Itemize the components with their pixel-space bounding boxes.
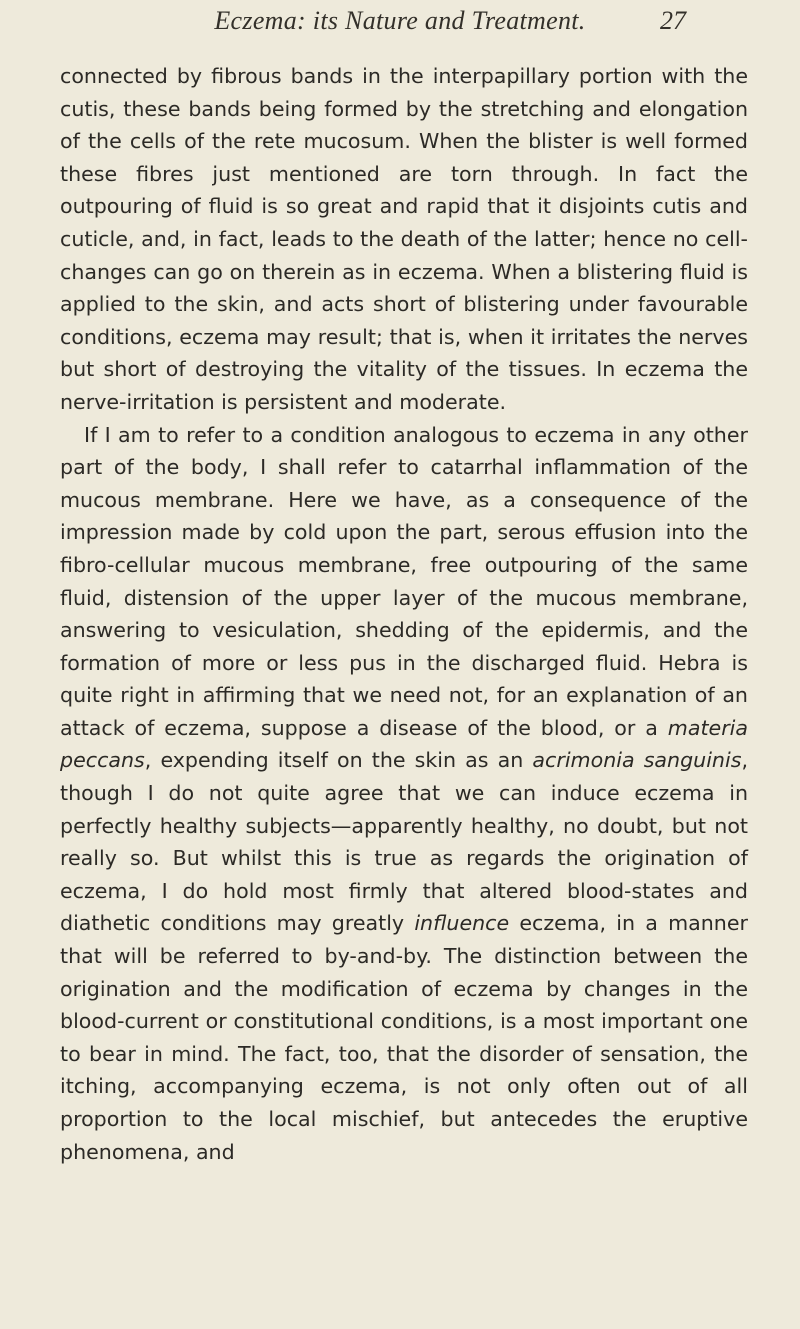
paragraph-2-text: , expending itself on the skin as an (144, 748, 533, 773)
paragraph-2-text: eczema, in a manner that will be referred to by-and-by. The distinction between the origination and the modification of eczema by changes in the blood-current or constitutional conditions, is a most important one to bear in mind. The fact, too, that the disorder of sensation, the itching, accompanying eczema, is not only often out of all proportion to the local mischief, but antecedes the eruptive phenomena, and (60, 911, 748, 1164)
paragraph-2-text: , though I do not quite agree that we can induce eczema in perfectly healthy subjects—apparently healthy, no doubt, but not really so. But whilst this is true as regards the origination of eczema, I do hold most firmly that altered blood-states and diathetic conditions may greatly (60, 748, 748, 936)
page-header (0, 6, 800, 50)
paragraph-2 (60, 419, 748, 1169)
paragraph-1: connected by fibrous bands in the interpapillary portion with the cutis, these bands being formed by the stretching and elongation of the cells of the rete mucosum. When the blister is well formed these fibres just mentioned are torn through. In fact the outpouring of fluid is so great and rapid that it disjoints cutis and cuticle, and, in fact, leads to the death of the latter; hence no cell-changes can go on therein as in eczema. When a blistering fluid is applied to the skin, and acts short of blistering under favourable conditions, eczema may result; that is, when it irritates the nerves but short of destroying the vitality of the tissues. In eczema the nerve-irritation is persistent and moderate. (60, 64, 748, 414)
italic-word-influence: influence (414, 911, 510, 936)
page-number: 27 (660, 6, 686, 35)
paragraph-2-text: If I am to refer to a condition analogous to eczema in any other part of the body, I shall refer to catarrhal inflammation of the mucous membrane. Here we have, as a consequence of the impression made by cold upon the part, serous effusion into the fibro-cellular mucous membrane, free outpouring of the same fluid, distension of the upper layer of the mucous membrane, answering to vesiculation, shedding of the epidermis, and the formation of more or less pus in the discharged fluid. Hebra is quite right in affirming that we need not, for an explanation of an attack of eczema, suppose a disease of the blood, or a (60, 422, 748, 740)
running-title: Eczema: its Nature and Treatment. (214, 6, 586, 35)
italic-phrase-materia-peccans: materia peccans (60, 715, 748, 773)
italic-phrase-acrimonia-sanguinis: acrimonia sanguinis (532, 748, 742, 773)
body-text (60, 60, 748, 1168)
